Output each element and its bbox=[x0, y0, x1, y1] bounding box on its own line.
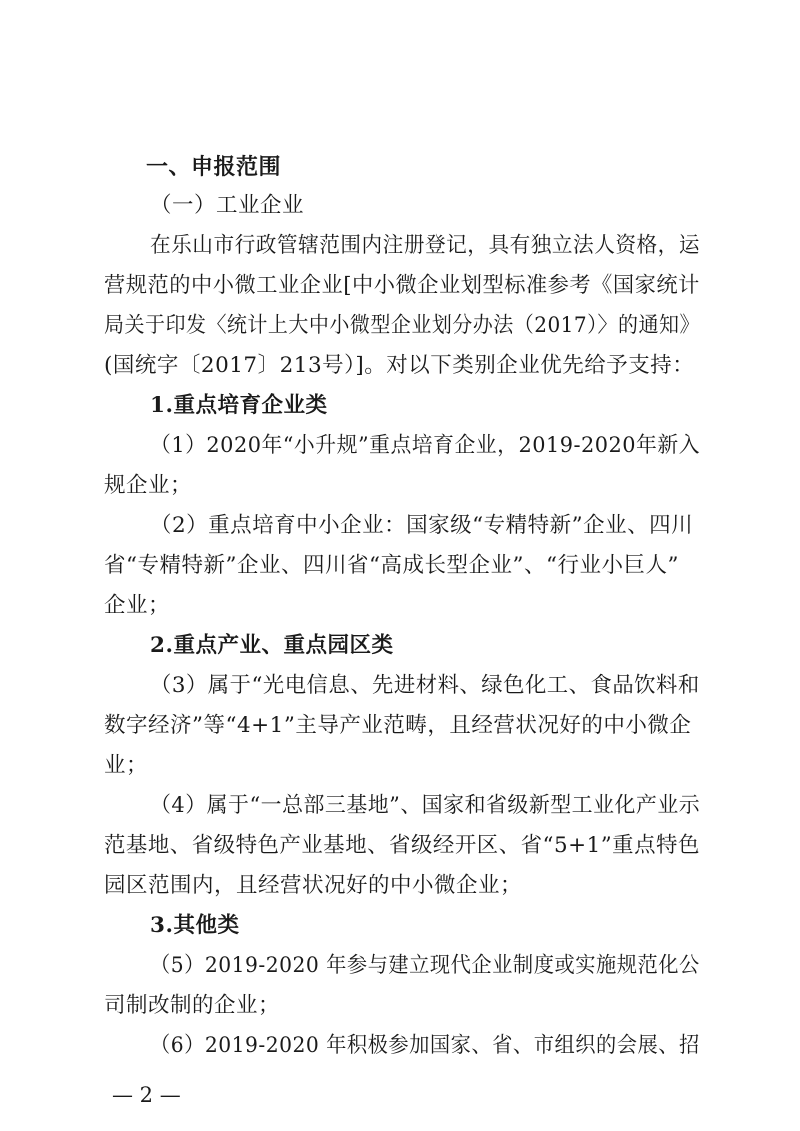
list-item-line: 业； bbox=[104, 753, 149, 778]
list-item-line: 园区范围内，且经营状况好的中小微企业； bbox=[104, 873, 523, 898]
page-number: — 2 — bbox=[112, 1083, 181, 1107]
paragraph-line: 在乐山市行政管辖范围内注册登记，具有独立法人资格，运 bbox=[150, 233, 700, 258]
category-heading: 3.其他类 bbox=[150, 913, 240, 938]
list-item-line: 范基地、省级特色产业基地、省级经开区、省“5+1”重点特色 bbox=[104, 833, 700, 858]
list-item-line: 企业； bbox=[104, 593, 171, 618]
list-item-line: 数字经济”等“4+1”主导产业范畴，且经营状况好的中小微企 bbox=[104, 713, 692, 738]
list-item-line: （1）2020年“小升规”重点培育企业，2019-2020年新入 bbox=[150, 433, 701, 458]
list-item-line: 规企业； bbox=[104, 473, 193, 498]
paragraph-line: (国统字〔2017〕213号）]。对以下类别企业优先给予支持： bbox=[104, 353, 695, 378]
category-heading: 1.重点培育企业类 bbox=[150, 393, 328, 418]
list-item-line: 省“专精特新”企业、四川省“高成长型企业”、“行业小巨人” bbox=[104, 553, 679, 578]
list-item-line: （2）重点培育中小企业：国家级“专精特新”企业、四川 bbox=[150, 513, 694, 538]
list-item-line: （4）属于“一总部三基地”、国家和省级新型工业化产业示 bbox=[150, 793, 701, 818]
list-item-line: （6）2019-2020 年积极参加国家、省、市组织的会展、招 bbox=[150, 1033, 700, 1058]
list-item-line: （5）2019-2020 年参与建立现代企业制度或实施规范化公 bbox=[150, 953, 700, 978]
paragraph-line: 营规范的中小微工业企业[中小微企业划型标准参考《国家统计 bbox=[104, 273, 700, 298]
paragraph-line: 局关于印发〈统计上大中小微型企业划分办法（2017）〉的通知》 bbox=[104, 313, 701, 338]
list-item-line: 司制改制的企业； bbox=[104, 993, 281, 1018]
section-heading: 一、申报范围 bbox=[146, 155, 282, 180]
subsection-heading: （一）工业企业 bbox=[150, 193, 305, 218]
category-heading: 2.重点产业、重点园区类 bbox=[150, 633, 394, 658]
list-item-line: （3）属于“光电信息、先进材料、绿色化工、食品饮料和 bbox=[150, 673, 700, 698]
